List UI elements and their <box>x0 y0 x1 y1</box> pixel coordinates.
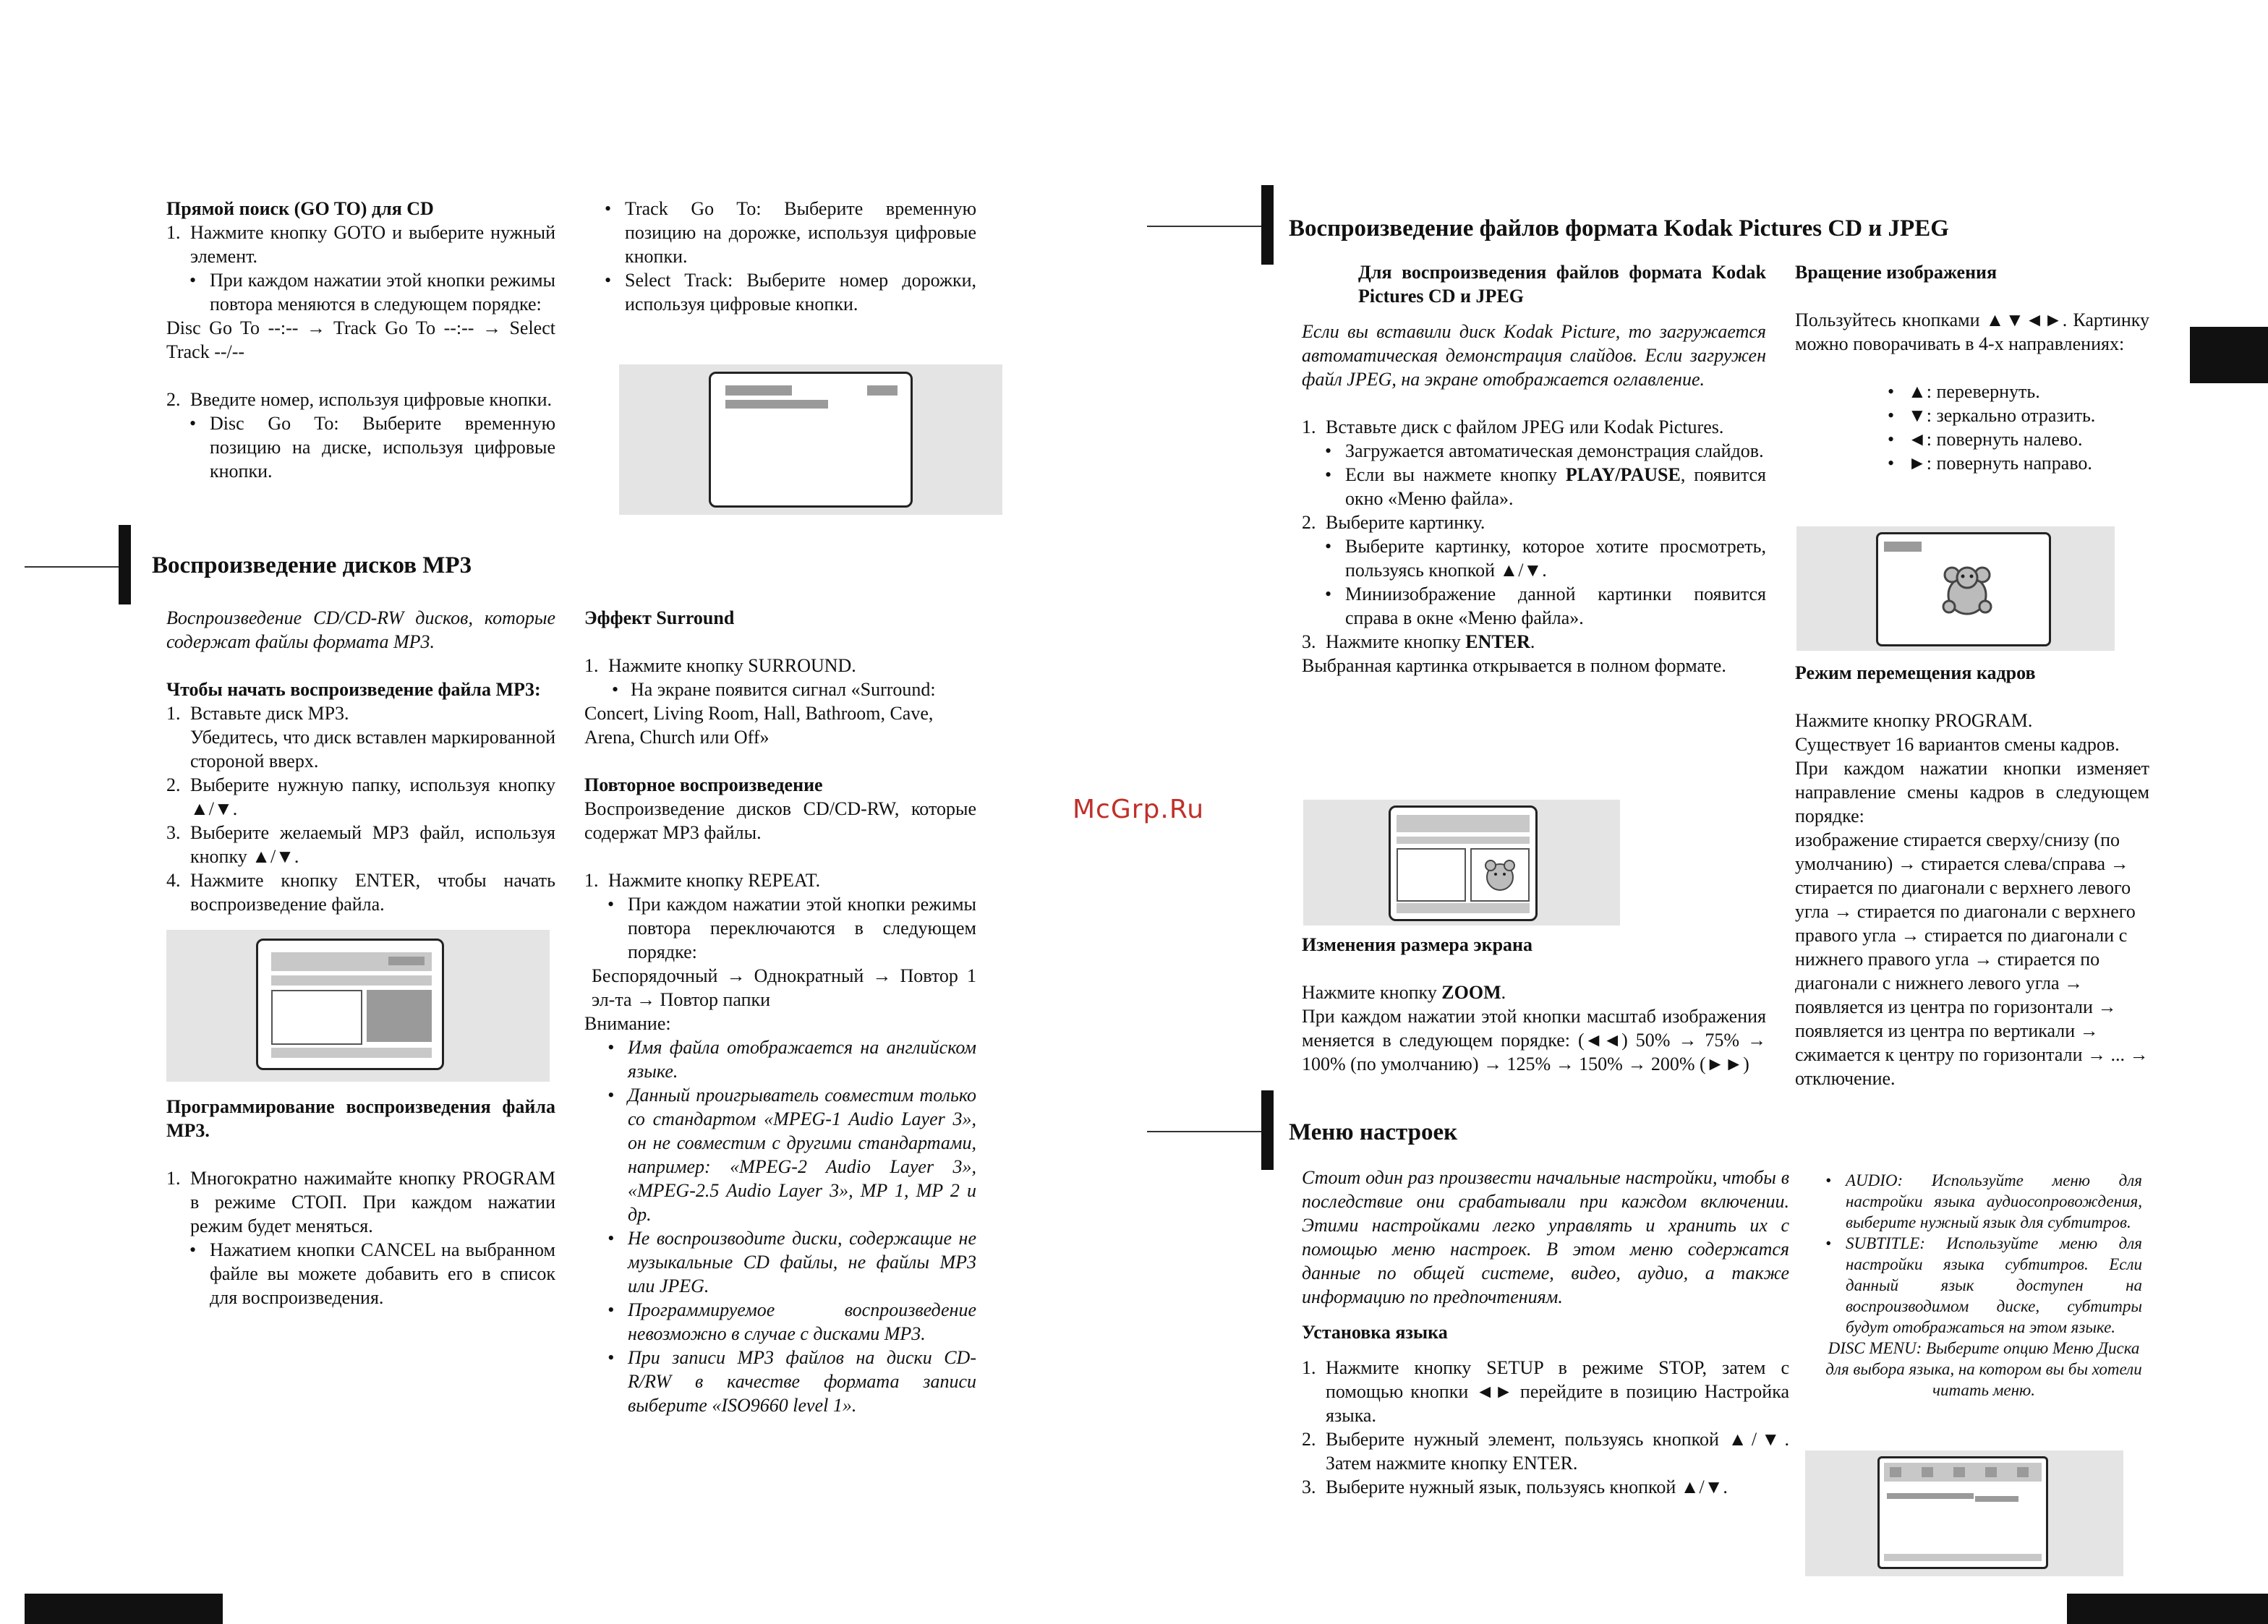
kodak-sub-title: Для воспроизведения файлов формата Kodak Pictures CD и JPEG <box>1358 262 1766 307</box>
picture-frame <box>1876 532 2051 646</box>
transition-text-2: Существует 16 вариантов смены кадров. <box>1795 734 2120 755</box>
language-title: Установка языка <box>1302 1322 1448 1343</box>
zoom-title: Изменения размера экрана <box>1302 934 1533 955</box>
goto-sequence: Disc Go To --:-- → Track Go To --:-- → Select Track --/-- <box>166 317 555 362</box>
footer-bar-left <box>25 1594 223 1624</box>
note-1: • Имя файла отображается на английском языке. <box>608 1037 976 1082</box>
setup-heading-bar <box>1261 1090 1274 1170</box>
setup-heading: Меню настроек <box>1289 1119 1458 1145</box>
tab-icon <box>2017 1467 2029 1477</box>
osd-bar <box>1397 837 1530 844</box>
rotate-title: Вращение изображения <box>1795 262 1998 283</box>
mp3-step-4: 4. Нажмите кнопку ENTER, чтобы начать воспроизведение файла. <box>166 870 555 915</box>
osd-bar <box>1397 815 1530 832</box>
mp3-program-section <box>166 1095 555 1309</box>
mp3-step-2: 2. Выберите нужную папку, используя кнопку ▲/▼. <box>166 774 555 819</box>
goto-step-2: 2. Введите номер, используя цифровые кнопки. <box>166 389 552 410</box>
osd-bar <box>725 400 828 409</box>
mp3-screen-illustration <box>166 930 550 1082</box>
mp3-step-3: 3. Выберите желаемый MP3 файл, используя кнопку ▲/▼. <box>166 822 555 867</box>
tab-icon <box>1890 1467 1901 1477</box>
language-step-3: 3. Выберите нужный язык, пользуясь кнопкой ▲/▼. <box>1302 1476 1728 1497</box>
language-audio: • AUDIO: Используйте меню для настройки языка аудиосопровождения, выберите нужный язык для субтитров. <box>1825 1171 2142 1231</box>
note-4: • Программируемое воспроизведение невозможно в случае с дисками MP3. <box>608 1299 976 1344</box>
osd-bar <box>867 385 898 396</box>
mp3-section-b <box>584 606 976 1417</box>
osd-bar <box>271 1048 432 1058</box>
tab-icon <box>1922 1467 1933 1477</box>
goto-step-1-bullet: • При каждом нажатии этой кнопки режимы повтора меняются в следующем порядке: <box>189 270 555 315</box>
file-list <box>271 990 362 1045</box>
language-step-1: 1. Нажмите кнопку SETUP в режиме STOP, затем с помощью кнопки ◄► перейдите в позицию Настройка языка. <box>1302 1357 1789 1426</box>
mp3-step-1: 1. Вставьте диск MP3. Убедитесь, что диск вставлен маркированной стороной вверх. <box>166 703 555 772</box>
note-title: Внимание: <box>584 1013 671 1034</box>
rotate-section <box>1795 260 2149 475</box>
language-disc-menu: DISC MENU: Выберите опцию Меню Диска для выбора языка, на котором вы бы хотели читать меню. <box>1825 1339 2142 1399</box>
mp3-intro: Воспроизведение CD/CD-RW дисков, которые содержат файлы формата MP3. <box>166 607 555 652</box>
note-5: • При записи MP3 файлов на диски CD-R/RW в качестве формата записи выберите «ISO9660 level 1». <box>608 1347 976 1416</box>
mp3-heading-bar <box>119 525 131 604</box>
osd-bar <box>1884 542 1922 552</box>
teddy-bear-icon <box>1472 850 1528 900</box>
osd-bar <box>725 385 792 396</box>
kodak-step-3: 3. Нажмите кнопку ENTER. <box>1302 631 1535 652</box>
surround-title: Эффект Surround <box>584 607 735 628</box>
setup-heading-rule <box>1147 1131 1261 1132</box>
setup-intro: Стоит один раз произвести начальные настройки, чтобы в последствие они срабатывали при каждом включении. Этими настройками легко управлять и хранить их с помощью меню настроек. В этом меню содержатся данные по общей системе, видео, аудио, а также информацию по предпочтениям. <box>1302 1167 1789 1307</box>
setup-section <box>1302 1166 1789 1499</box>
goto-step-2-bullet-2: • Track Go To: Выберите временную позицию на дорожке, используя цифровые кнопки. <box>605 198 976 267</box>
mp3-start-title: Чтобы начать воспроизведение файла MP3: <box>166 679 541 700</box>
mp3-prog-bullet: • Нажатием кнопки CANCEL на выбранном файле вы можете добавить его в список для воспроизведения. <box>189 1239 555 1308</box>
language-options <box>1825 1170 2142 1401</box>
preview-area <box>367 990 432 1042</box>
kodak-step-2-bullet-2: • Миниизображение данной картинки появится справа в окне «Меню файла». <box>1325 584 1766 628</box>
kodak-step-1-bullet-1: • Загружается автоматическая демонстрация слайдов. <box>1325 440 1764 461</box>
surround-bullet: • <box>612 679 619 700</box>
goto-step-2-bullet-3: • Select Track: Выберите номер дорожки, используя цифровые кнопки. <box>605 270 976 315</box>
footer-bar-right <box>2067 1594 2268 1624</box>
kodak-heading-rule <box>1147 226 1261 227</box>
surround-bullet-text: На экране появится сигнал «Surround: Concert, Living Room, Hall, Bathroom, Cave, Arena, Church или Off» <box>584 679 936 748</box>
kodak-step-2-bullet-1: • Выберите картинку, которое хотите просмотреть, пользуясь кнопкой ▲/▼. <box>1325 536 1766 581</box>
kodak-section <box>1302 260 1766 678</box>
rotate-item-4: • ►: повернуть направо. <box>1888 453 2092 474</box>
goto-step-2-bullet-1: • Disc Go To: Выберите временную позицию на диске, используя цифровые кнопки. <box>189 413 555 482</box>
transition-text-1: Нажмите кнопку PROGRAM. <box>1795 710 2033 731</box>
tv-frame <box>709 372 913 508</box>
kodak-heading: Воспроизведение файлов формата Kodak Pictures CD и JPEG <box>1289 215 1949 242</box>
repeat-step-1: 1. Нажмите кнопку REPEAT. <box>584 870 821 891</box>
note-2: • Данный проигрыватель совместим только со стандартом «MPEG-1 Audio Layer 3», он не совместим с другими стандартами, например: «MPEG-2 Audio Layer 3», «MPEG-2.5 Audio Layer 3», MP 1, MP 2 и др. <box>608 1085 976 1225</box>
setup-screen-illustration <box>1805 1450 2123 1576</box>
rotate-text: Пользуйтесь кнопками ▲▼◄►. Картинку можно поворачивать в 4-х направлениях: <box>1795 309 2149 354</box>
tv-frame <box>256 939 444 1070</box>
osd-bar <box>1887 1493 1974 1499</box>
tab-icon <box>1985 1467 1997 1477</box>
kodak-step-1-bullet-2: • Если вы нажмете кнопку PLAY/PAUSE, появится окно «Меню файла». <box>1325 464 1767 509</box>
zoom-text: При каждом нажатии этой кнопки масштаб изображения меняется в следующем порядке: (◄◄) 50% → 75% → 100% (по умолчанию) → 125% → 150% → 200% (►►) <box>1302 1006 1766 1074</box>
rotate-item-2: • ▼: зеркально отразить. <box>1888 405 2096 426</box>
repeat-sequence: Беспорядочный → Однократный → Повтор 1 эл-та → Повтор папки <box>592 965 976 1010</box>
repeat-title: Повторное воспроизведение <box>584 774 823 795</box>
osd-bar <box>271 975 432 986</box>
kodak-step-1: 1. Вставьте диск с файлом JPEG или Kodak Pictures. <box>1302 416 1724 437</box>
teddy-bear-icon <box>1935 556 2000 625</box>
rotate-item-3: • ◄: повернуть налево. <box>1888 429 2083 450</box>
transition-title: Режим перемещения кадров <box>1795 662 2036 683</box>
mp3-section <box>166 606 555 915</box>
osd-bar <box>1397 903 1530 913</box>
repeat-bullet: • При каждом нажатии этой кнопки режимы повтора переключаются в следующем порядке: <box>608 894 976 962</box>
rotate-illustration <box>1796 526 2115 651</box>
kodak-step-2: 2. Выберите картинку. <box>1302 512 1485 533</box>
thumbnail-preview <box>1470 848 1530 902</box>
language-subtitle: • SUBTITLE: Используйте меню для настройки языка субтитров. Если данный язык доступен на воспроизводимом диске, субтитры будут отображаться на этом языке. <box>1825 1234 2142 1336</box>
goto-screen-illustration <box>619 364 1002 515</box>
language-step-2: 2. Выберите нужный элемент, пользуясь кнопкой ▲/▼. Затем нажмите кнопку ENTER. <box>1302 1429 1789 1474</box>
tab-icon <box>1953 1467 1965 1477</box>
tv-frame <box>1389 805 1538 921</box>
transition-text-3: При каждом нажатии кнопки изменяет направление смены кадров в следующем порядке: <box>1795 758 2149 826</box>
goto-section-cont <box>605 197 976 316</box>
osd-bar <box>1975 1496 2018 1502</box>
kodak-intro: Если вы вставили диск Kodak Picture, то загружается автоматическая демонстрация слайдов. Если загружен файл JPEG, на экране отображается оглавление. <box>1302 321 1766 390</box>
repeat-intro: Воспроизведение дисков CD/CD-RW, которые содержат MP3 файлы. <box>584 798 976 843</box>
mp3-heading-rule <box>25 566 119 568</box>
osd-bar <box>388 957 425 965</box>
transition-section <box>1795 661 2149 1090</box>
tv-frame <box>1877 1456 2048 1569</box>
goto-section <box>166 197 555 483</box>
rotate-item-1: • ▲: перевернуть. <box>1888 381 2040 402</box>
surround-step-1: 1. Нажмите кнопку SURROUND. <box>584 655 856 676</box>
mp3-prog-step-1: 1. Многократно нажимайте кнопку PROGRAM в режиме СТОП. При каждом нажатии режим будет меняться. <box>166 1168 555 1236</box>
zoom-section: Изменения размера экрана Нажмите кнопку ZOOM. При каждом нажатии этой кнопки масштаб изображения меняется в следующем порядке: (◄◄) 50% → 75% → 100% (по умолчанию) → 125% → 150% → 200% (►►) <box>1302 934 1766 1074</box>
goto-step-1: 1. Нажмите кнопку GOTO и выберите нужный элемент. <box>166 222 555 267</box>
transition-sequence: изображение стирается сверху/снизу (по умолчанию) → стирается слева/справа → стирается по диагонали с верхнего левого угла → стирается по диагонали с верхнего правого угла → стирается по диагонали с нижнего правого угла → стирается по диагонали с нижнего левого угла → появляется из центра по горизонтали → появляется из центра по вертикали → сжимается к центру по горизонтали → ... → отключение. <box>1795 829 2149 1089</box>
osd-bar <box>1884 1554 2042 1561</box>
section-thumb-tab <box>2190 327 2268 383</box>
goto-title: Прямой поиск (GO TO) для CD <box>166 198 434 219</box>
file-menu-illustration <box>1303 800 1620 926</box>
mp3-heading: Воспроизведение дисков MP3 <box>152 552 472 578</box>
watermark-text: McGrp.Ru <box>1072 795 1205 824</box>
mp3-prog-title: Программирование воспроизведения файла MP3. <box>166 1096 555 1141</box>
kodak-heading-bar <box>1261 185 1274 265</box>
kodak-step-3-cont: Выбранная картинка открывается в полном формате. <box>1302 655 1726 676</box>
file-list <box>1397 848 1466 902</box>
note-3: • Не воспроизводите диски, содержащие не музыкальные CD файлы, не файлы MP3 или JPEG. <box>608 1228 976 1296</box>
